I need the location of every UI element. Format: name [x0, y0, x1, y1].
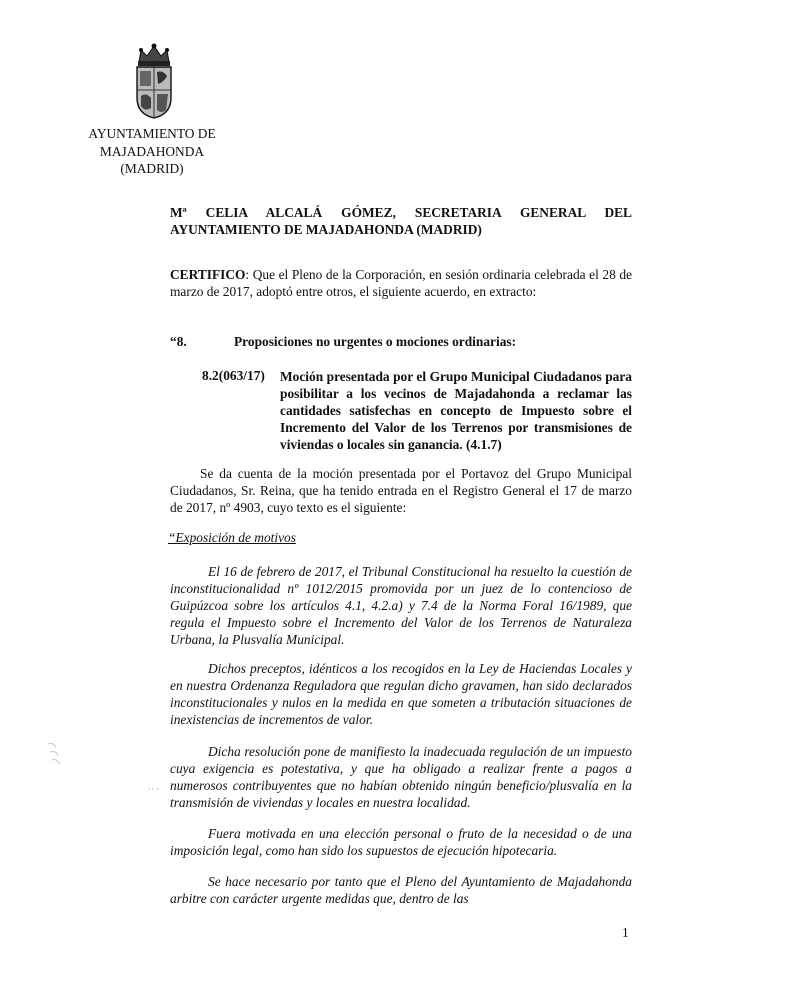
- motion-title: Moción presentada por el Grupo Municipal Ciudadanos para posibilitar a los vecinos de Majadahonda a reclamar las cantidades satisfechas en concepto de Impuesto sobre el Incremento del Valor de los Terrenos por transmisiones de viviendas o locales sin ganancia. (4.1.7): [280, 369, 632, 452]
- org-line-1: AYUNTAMIENTO DE: [88, 126, 216, 141]
- motive-paragraph-5: Se hace necesario por tanto que el Pleno del Ayuntamiento de Majadahonda arbitre con carácter urgente medidas que, dentro de las: [170, 874, 632, 906]
- section-number: “8.: [170, 334, 187, 349]
- motive-paragraph-1: El 16 de febrero de 2017, el Tribunal Constitucional ha resuelto la cuestión de inconstitucionalidad nº 1012/2015 promovida por un juez de lo contencioso de Guipúzcoa sobre los artículos 4.1, 4.2.a) y 7.4 de la Norma Foral 16/1989, que regula el Impuesto sobre el Incremento del Valor de los Terrenos de Naturaleza Urbana, la Plusvalía Municipal.: [170, 564, 632, 647]
- org-line-2: MAJADAHONDA: [99, 143, 205, 159]
- coat-of-arms-icon: [131, 42, 177, 120]
- municipality-header: [60, 125, 244, 178]
- document-title: Mª CELIA ALCALÁ GÓMEZ, SECRETARIA GENERAL DEL AYUNTAMIENTO DE MAJADAHONDA (MADRID): [170, 205, 632, 237]
- scan-dots-mark: ·· ·: [148, 784, 160, 794]
- section-title: Proposiciones no urgentes o mociones ordinarias:: [234, 334, 517, 349]
- certifico-label: CERTIFICO: [170, 267, 246, 282]
- exposicion-heading: “Exposición de motivos: [168, 530, 296, 545]
- motive-paragraph-2: Dichos preceptos, idénticos a los recogidos en la Ley de Haciendas Locales y en nuestra Ordenanza Reguladora que regulan dicho gravamen, han sido declarados inconstitucionales y nulos en la medida en que someten a tributación situaciones de inexistencias de incrementos de valor.: [170, 661, 632, 727]
- page-number: 1: [622, 925, 629, 940]
- body-intro-paragraph: Se da cuenta de la moción presentada por el Portavoz del Grupo Municipal Ciudadanos, Sr. Reina, que ha tenido entrada en el Registro General el 17 de marzo de 2017, nº 4903, cuyo texto es el siguiente:: [170, 466, 632, 515]
- scan-smudge-mark: [44, 740, 66, 768]
- org-line-3: (MADRID): [120, 161, 184, 176]
- motion-number: 8.2(063/17): [202, 368, 265, 383]
- certifico-text: : Que el Pleno de la Corporación, en sesión ordinaria celebrada el 28 de marzo de 2017, adoptó entre otros, el siguiente acuerdo, en extracto:: [170, 267, 632, 299]
- motive-paragraph-3: Dicha resolución pone de manifiesto la inadecuada regulación de un impuesto cuya exigencia es potestativa, y que ha obligado a realizar frente a pagos a numerosos contribuyentes que no habían obtenido ningún beneficio/plusvalía en la transmisión de viviendas y locales en nuestra localidad.: [170, 744, 632, 810]
- motive-paragraph-4: Fuera motivada en una elección personal o fruto de la necesidad o de una imposición legal, como han sido los supuestos de ejecución hipotecaria.: [170, 826, 632, 858]
- certifico-paragraph: [170, 266, 632, 300]
